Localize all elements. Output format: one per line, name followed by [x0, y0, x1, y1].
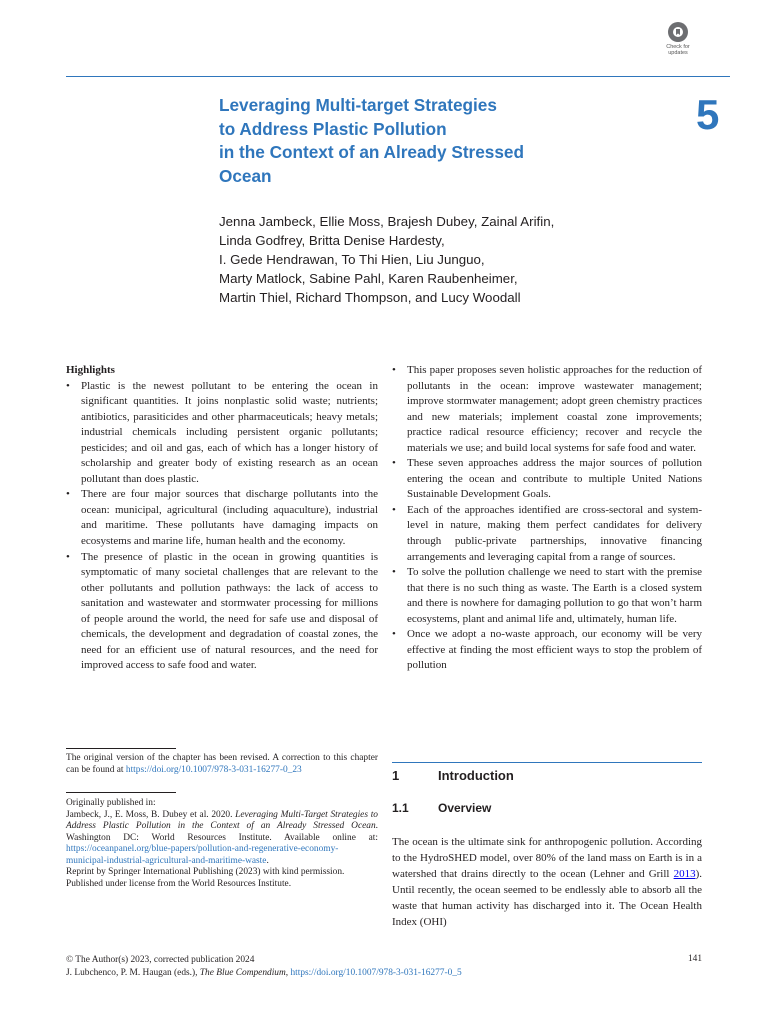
author-line: Marty Matlock, Sabine Pahl, Karen Raubenheimer,: [219, 271, 518, 286]
book-title: The Blue Compendium: [199, 968, 286, 978]
section-number: 1: [392, 768, 400, 783]
revision-text: The original version of the chapter has been revised. A correction to this chapter can be found at: [66, 753, 378, 775]
book-citation-prefix: J. Lubchenco, P. M. Haugan (eds.),: [66, 968, 200, 978]
title-line: to Address Plastic Pollution: [219, 118, 447, 139]
author-line: I. Gede Hendrawan, To Thi Hien, Liu Junguo,: [219, 252, 485, 267]
author-line: Linda Godfrey, Britta Denise Hardesty,: [219, 233, 445, 248]
author-list: [219, 212, 639, 307]
highlight-bullet: • There are four major sources that discharge pollutants into the ocean: municipal, agricultural (including aquaculture), industrial and maritime. These pollutants have damaging impacts on ecosystems and marine life, human health and the economy.: [66, 487, 378, 549]
origin-line1: Originally published in:: [66, 798, 156, 808]
title-line: Leveraging Multi-target Strategies: [219, 95, 497, 115]
highlight-bullet: • The presence of plastic in the ocean in growing quantities is symptomatic of many societal challenges that are relevant to the other pollutants and pollution pathways: the lack of access to sanitation and wastewater and stormwater processing for millions of people around the world, the need for safe use and disposal of chemicals, the development and degradation of coastal zones, the need for an efficient use of natural resources, and the need for improved access to safe food and water.: [66, 550, 378, 674]
origin-footnote: [66, 798, 378, 890]
book-citation-sep: ,: [285, 968, 291, 978]
highlights-list-left: [66, 379, 378, 674]
highlight-bullet: • To solve the pollution challenge we need to start with the premise that there is no such thing as waste. The Earth is a closed system and there is nowhere for damaging pollution to go that won’t harm ecosystems, plant and animal life and, ultimately, human life.: [392, 565, 702, 627]
section-title: Introduction: [438, 768, 514, 783]
highlights-list-right: [392, 363, 702, 674]
body-text-part1: The ocean is the ultimate sink for anthropogenic pollution. According to the HydroSHED model, over 80% of the land mass on Earth is in a watershed that drains directly to the ocean (Lehner and Grill: [392, 836, 702, 880]
badge-text-line2: updates: [668, 50, 688, 56]
header-rule: [66, 76, 730, 77]
section-rule: [392, 762, 702, 763]
copyright-line: © The Author(s) 2023, corrected publication 2024: [66, 955, 255, 965]
check-for-updates-badge[interactable]: [654, 22, 702, 64]
revision-footnote: [66, 753, 378, 776]
revision-doi-link[interactable]: https://doi.org/10.1007/978-3-031-16277-0_23: [125, 764, 302, 775]
highlights-heading: Highlights: [66, 364, 115, 376]
subsection-title: Overview: [438, 801, 492, 815]
author-line: Martin Thiel, Richard Thompson, and Lucy Woodall: [219, 290, 521, 305]
origin-license: Published under license from the World Resources Institute.: [66, 878, 292, 889]
title-line: Ocean: [219, 165, 272, 186]
origin-citation: [66, 810, 378, 868]
section-heading: [392, 768, 514, 783]
highlight-bullet: • Once we adopt a no-waste approach, our economy will be very effective at finding the most efficient ways to stop the problem of pollution: [392, 627, 702, 674]
chapter-title: [219, 94, 639, 188]
origin-citation-suffix: . Washington DC: World Resources Institute.: [66, 821, 378, 843]
footnote-rule: [66, 792, 176, 793]
origin-available-suffix: .: [266, 855, 269, 866]
body-paragraph: [392, 834, 702, 930]
origin-citation-prefix: Jambeck, J., E. Moss, B. Dubey et al. 2020.: [66, 809, 236, 820]
footnote-rule: [66, 748, 176, 749]
book-citation: [66, 967, 702, 980]
author-line: Jenna Jambeck, Ellie Moss, Brajesh Dubey, Zainal Arifin,: [219, 214, 555, 229]
reference-link[interactable]: 2013: [673, 868, 696, 880]
highlight-bullet: • Plastic is the newest pollutant to be entering the ocean in significant quantities. It joins nonplastic solid waste; nutrients; antibiotics, parasiticides and other pharmaceuticals; heavy metals; industrial chemicals including persistent organic pollutants; pesticides; and oil and gas, each of which has a longer history of scholarship and greater body of existing research as an ocean pollutant than does plastic.: [66, 379, 378, 488]
body-text-part2: ). Until recently, the ocean seemed to be endlessly able to absorb all the waste that human activity has discharged into it. The Ocean Health Index (OHI): [392, 868, 702, 928]
badge-text-line1: Check for: [666, 44, 690, 50]
chapter-doi-link[interactable]: https://doi.org/10.1007/978-3-031-16277-0_5: [290, 968, 462, 978]
bookmark-icon: [668, 22, 688, 42]
highlights-right-column: [392, 363, 702, 674]
highlight-bullet: • This paper proposes seven holistic approaches for the reduction of pollutants in the ocean: improve wastewater management; improve stormwater management; adopt green chemistry practices and new materials; implement coastal zone improvements; practice radical resource efficiency; recover and recycle the materials we use; and build local systems for safe food and water.: [392, 363, 702, 456]
origin-reprint: Reprint by Springer International Publishing (2023) with kind permission.: [66, 867, 345, 877]
title-line: in the Context of an Already Stressed: [219, 142, 524, 162]
page-footer: [66, 954, 702, 980]
highlight-bullet: • Each of the approaches identified are cross-sectoral and system-level in nature, making them perfect candidates for delivery through public-private partnerships, innovative financing arrangements and leveraging capital from a range of sources.: [392, 503, 702, 565]
highlight-bullet: • These seven approaches address the major sources of pollution entering the ocean and contribute to multiple United Nations Sustainable Development Goals.: [392, 456, 702, 503]
origin-available-link[interactable]: https://oceanpanel.org/blue-papers/pollution-and-regenerative-economy-municipal-industrial-agricultural-and-maritime-waste: [66, 844, 339, 866]
highlights-left-column: [66, 363, 378, 674]
chapter-number: 5: [696, 91, 720, 138]
subsection-number: 1.1: [392, 801, 409, 815]
subsection-heading: [392, 801, 491, 815]
origin-available-prefix: Available online at:: [283, 832, 378, 843]
origin-citation-title: Leveraging Multi-Target Strategies to Address Plastic Pollution in the Context of an Already Stressed Ocean: [66, 809, 378, 831]
page-number: 141: [687, 954, 702, 964]
